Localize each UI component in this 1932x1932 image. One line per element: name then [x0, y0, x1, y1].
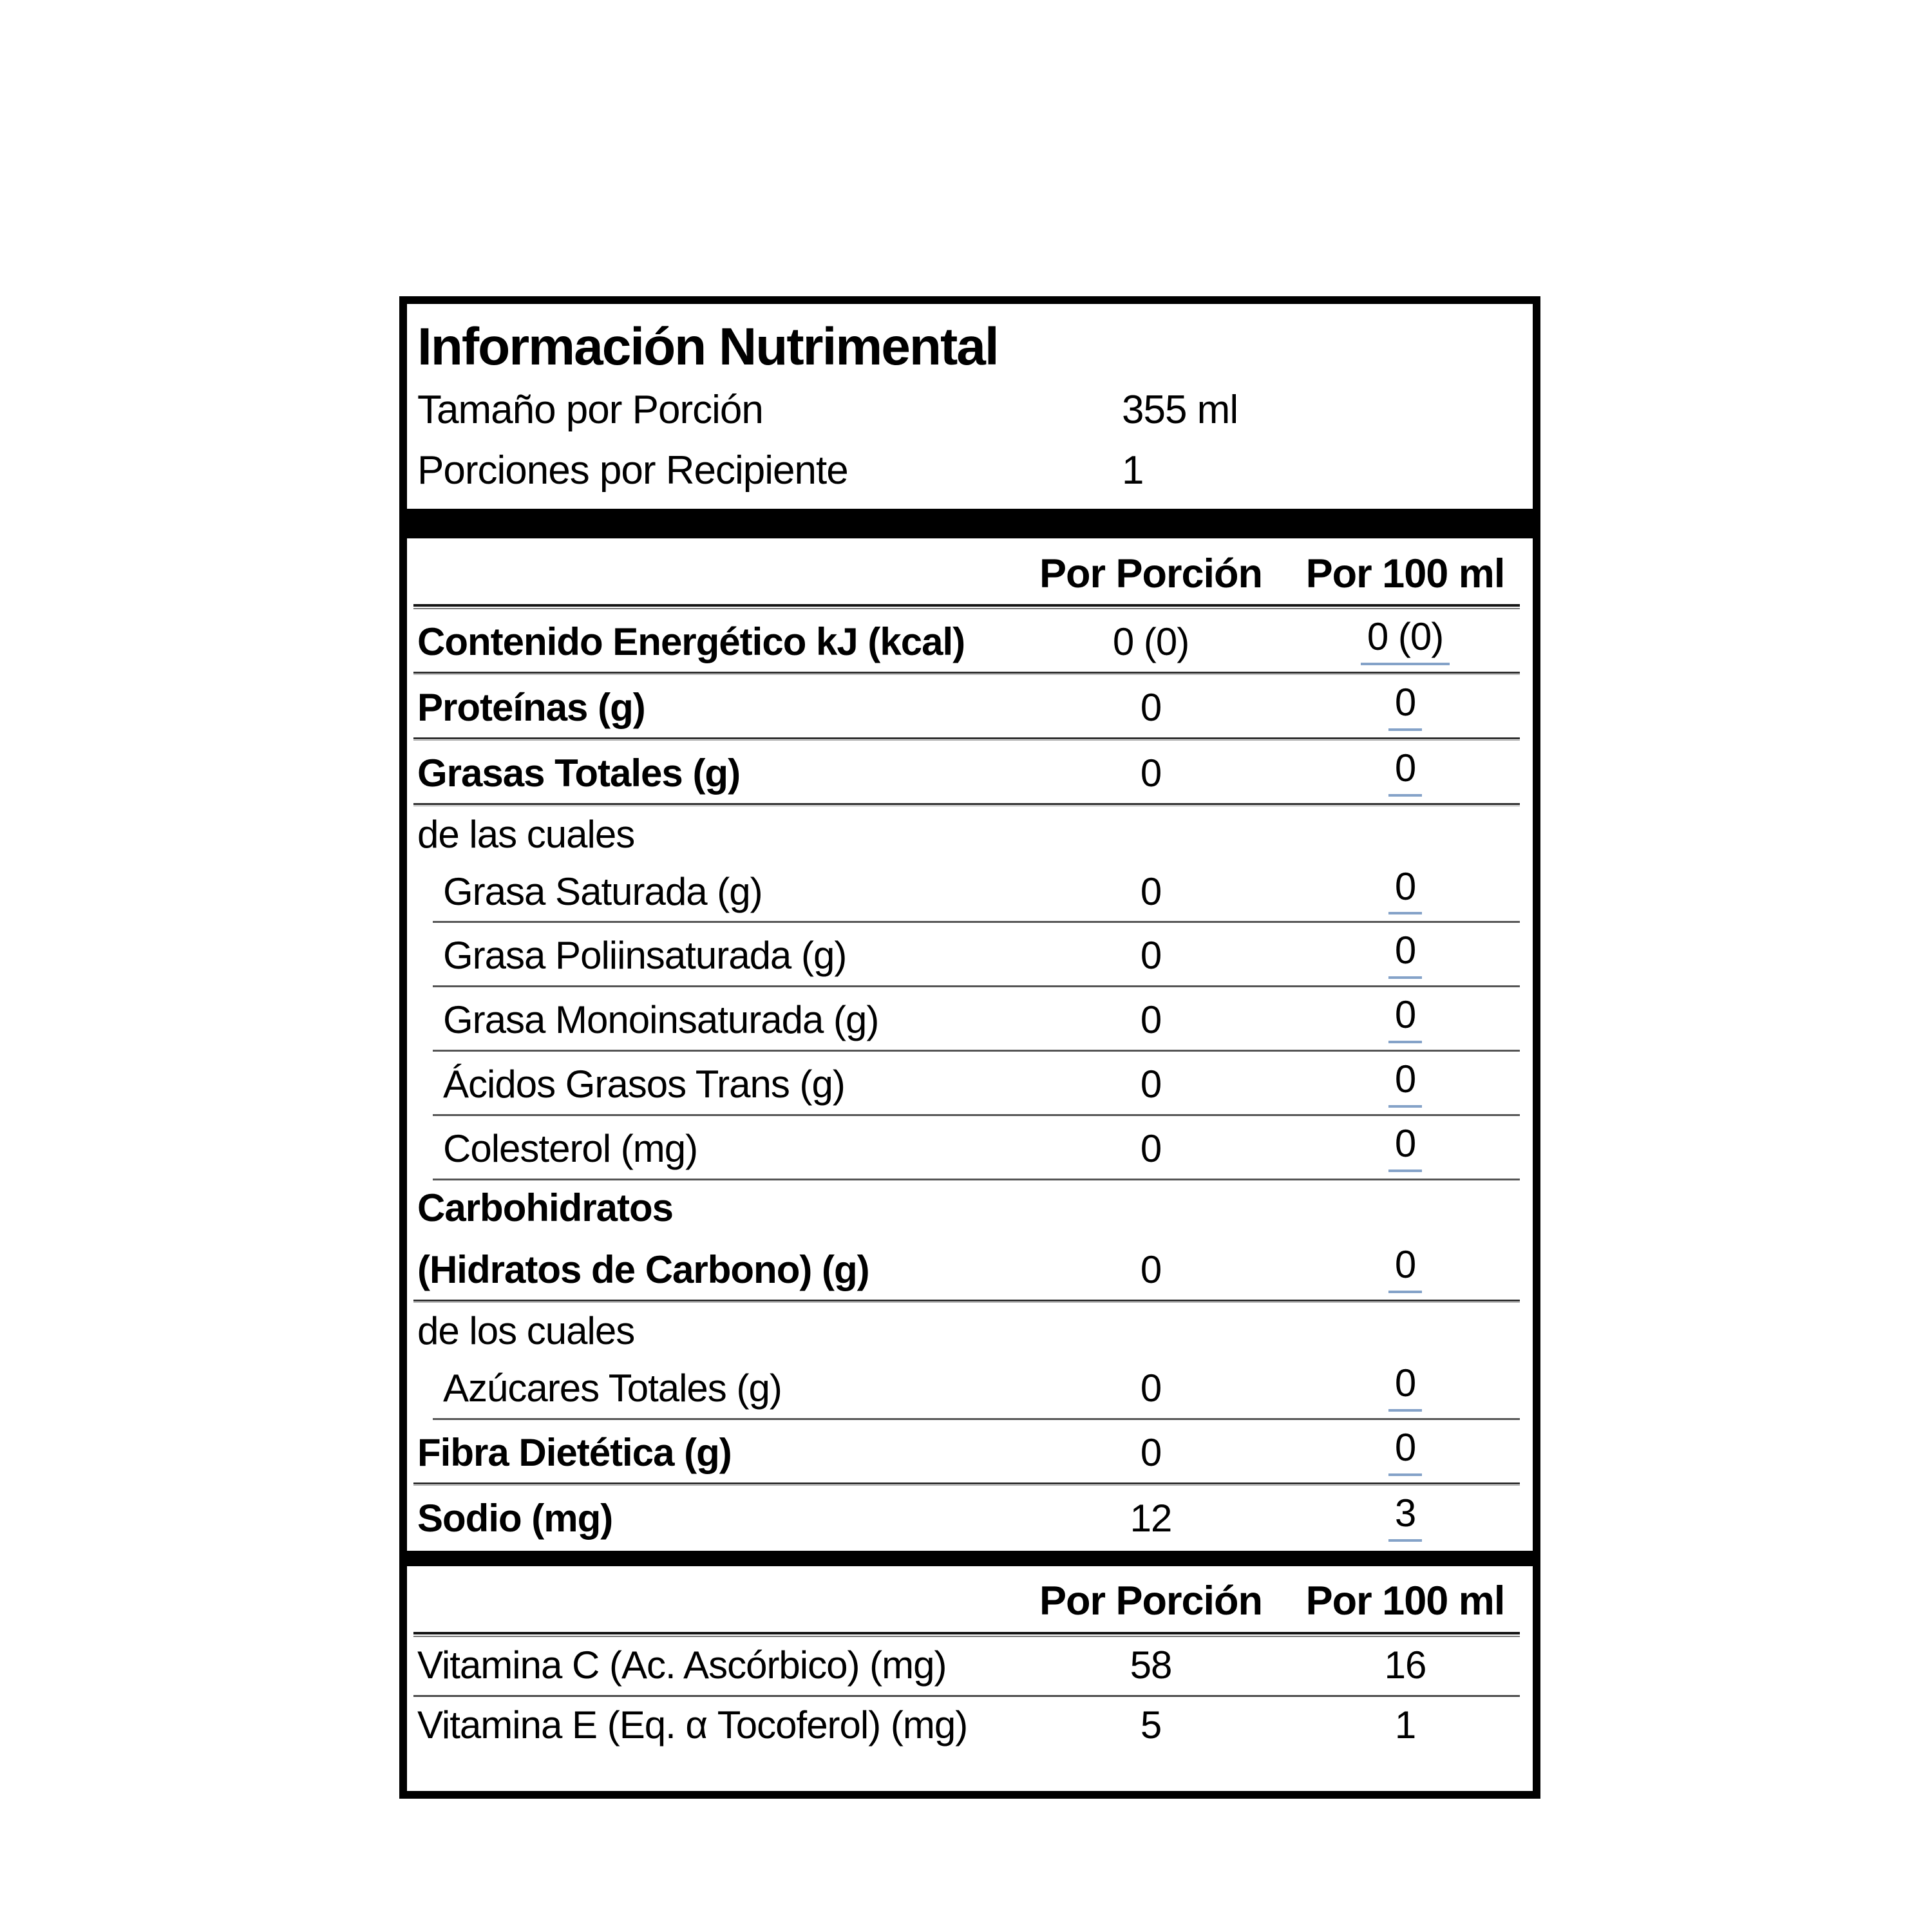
- row-label: [417, 1186, 1012, 1294]
- table-row-trans-fat: [407, 1057, 1533, 1114]
- underlined-value: 0: [1388, 680, 1422, 731]
- main-table-header-row: [407, 538, 1533, 604]
- carbohydrates-label-line2: (Hidratos de Carbono) (g): [417, 1248, 869, 1292]
- underlined-value: 0: [1388, 746, 1422, 797]
- table-row-cholesterol: [407, 1121, 1533, 1179]
- underlined-value: 0: [1388, 1242, 1422, 1293]
- row-rule: [433, 1114, 1520, 1116]
- row-label: Vitamina E (Eq. α Tocoferol) (mg): [417, 1703, 968, 1747]
- per-100ml-value: [1289, 864, 1521, 915]
- underlined-value: 0: [1388, 1121, 1422, 1172]
- per-portion-value: 0: [1140, 751, 1162, 795]
- per-100ml-value: [1289, 1425, 1521, 1476]
- row-label: Ácidos Grasos Trans (g): [443, 1062, 845, 1106]
- row-label: Colesterol (mg): [443, 1126, 698, 1170]
- serving-size-label: Tamaño por Porción: [417, 388, 763, 433]
- per-100ml-value: [1289, 1121, 1521, 1172]
- carbohydrates-label-line1: Carbohidratos: [417, 1186, 674, 1229]
- per-portion-value: 0: [1140, 1248, 1162, 1292]
- per-100ml-value: [1289, 614, 1521, 665]
- per-portion-value: 0 (0): [1112, 620, 1189, 664]
- label-title: Información Nutrimental: [417, 317, 998, 376]
- underlined-value: 0: [1388, 1057, 1422, 1108]
- per-100ml-value: [1289, 746, 1521, 797]
- per-portion-value: 0: [1140, 934, 1162, 978]
- row-label: de las cuales: [417, 812, 635, 856]
- row-label: Grasa Saturada (g): [443, 869, 762, 913]
- table-row-sodium: [407, 1491, 1533, 1548]
- per-100ml-column-header: Por 100 ml: [1305, 551, 1505, 596]
- per-100ml-value: [1289, 992, 1521, 1043]
- header-rule: [413, 604, 1520, 609]
- underlined-value: 0: [1388, 928, 1422, 979]
- table-row-vitamin-e: [407, 1702, 1533, 1755]
- table-row-energy: [407, 614, 1533, 672]
- section-divider-bar: [407, 509, 1533, 538]
- per-100ml-value: 1: [1394, 1703, 1416, 1747]
- row-rule: [413, 1482, 1520, 1486]
- per-100ml-value: [1289, 1491, 1521, 1542]
- row-rule: [433, 921, 1520, 923]
- underlined-value: 0: [1388, 1361, 1422, 1412]
- per-portion-value: 58: [1130, 1643, 1172, 1687]
- vitamins-table-header-row: [407, 1566, 1533, 1632]
- per-portion-value: 0: [1140, 869, 1162, 913]
- per-100ml-value: [1289, 680, 1521, 731]
- row-label: Fibra Dietética (g): [417, 1430, 732, 1474]
- nutrition-facts-label: [399, 296, 1540, 1799]
- row-label: Grasa Monoinsaturada (g): [443, 998, 879, 1042]
- table-row-total-fat: [407, 746, 1533, 803]
- row-label: Sodio (mg): [417, 1496, 613, 1540]
- table-row-vitamin-c: [407, 1642, 1533, 1695]
- per-portion-column-header: Por Porción: [1039, 551, 1263, 596]
- row-rule: [413, 1695, 1520, 1697]
- per-100ml-value: [1289, 1242, 1521, 1293]
- per-portion-value: 5: [1140, 1703, 1162, 1747]
- per-portion-value: 0: [1140, 1430, 1162, 1474]
- table-row-carbohydrates: [407, 1186, 1533, 1300]
- row-label: Vitamina C (Ac. Ascórbico) (mg): [417, 1643, 947, 1687]
- table-row-dietary-fiber: [407, 1425, 1533, 1482]
- row-label: Proteínas (g): [417, 685, 645, 729]
- per-portion-value: 0: [1140, 998, 1162, 1042]
- row-label: Azúcares Totales (g): [443, 1367, 782, 1410]
- underlined-value: 3: [1388, 1491, 1422, 1542]
- row-rule: [413, 672, 1520, 675]
- row-label: Grasa Poliinsaturada (g): [443, 934, 847, 978]
- serving-size-value: 355 ml: [1122, 388, 1238, 433]
- table-row-monounsaturated-fat: [407, 992, 1533, 1050]
- row-rule: [413, 1300, 1520, 1303]
- header-rule: [413, 1632, 1520, 1637]
- per-100ml-column-header: Por 100 ml: [1305, 1578, 1505, 1624]
- per-portion-value: 0: [1140, 1126, 1162, 1170]
- table-row-protein: [407, 680, 1533, 737]
- row-rule: [433, 1179, 1520, 1180]
- table-row-of-which-fats: [407, 811, 1533, 864]
- servings-per-container-value: 1: [1122, 448, 1144, 493]
- table-row-of-which-carbs: [407, 1308, 1533, 1361]
- row-label: de los cuales: [417, 1309, 635, 1353]
- row-label: Contenido Energético kJ (kcal): [417, 620, 965, 664]
- table-row-total-sugars: [407, 1361, 1533, 1418]
- underlined-value: 0: [1388, 992, 1422, 1043]
- per-portion-value: 0: [1140, 1367, 1162, 1410]
- row-rule: [433, 1418, 1520, 1420]
- underlined-value: 0: [1388, 864, 1422, 915]
- underlined-value: 0 (0): [1361, 614, 1450, 665]
- row-rule: [413, 803, 1520, 806]
- per-100ml-value: [1289, 1057, 1521, 1108]
- table-row-polyunsaturated-fat: [407, 928, 1533, 985]
- per-portion-value: 0: [1140, 1062, 1162, 1106]
- underlined-value: 0: [1388, 1425, 1422, 1476]
- per-100ml-value: [1289, 1361, 1521, 1412]
- row-rule: [433, 1050, 1520, 1052]
- per-portion-column-header: Por Porción: [1039, 1578, 1263, 1624]
- table-row-saturated-fat: [407, 864, 1533, 922]
- per-portion-value: 12: [1130, 1496, 1172, 1540]
- section-divider-bar: [407, 1551, 1533, 1566]
- servings-per-container-row: [407, 440, 1533, 501]
- per-100ml-value: [1289, 928, 1521, 979]
- per-portion-value: 0: [1140, 685, 1162, 729]
- per-100ml-value: 16: [1384, 1643, 1426, 1687]
- row-rule: [433, 985, 1520, 987]
- row-label: Grasas Totales (g): [417, 751, 741, 795]
- servings-per-container-label: Porciones por Recipiente: [417, 448, 848, 493]
- bottom-spacer: [407, 1755, 1533, 1791]
- serving-size-row: [407, 380, 1533, 440]
- row-rule: [413, 737, 1520, 741]
